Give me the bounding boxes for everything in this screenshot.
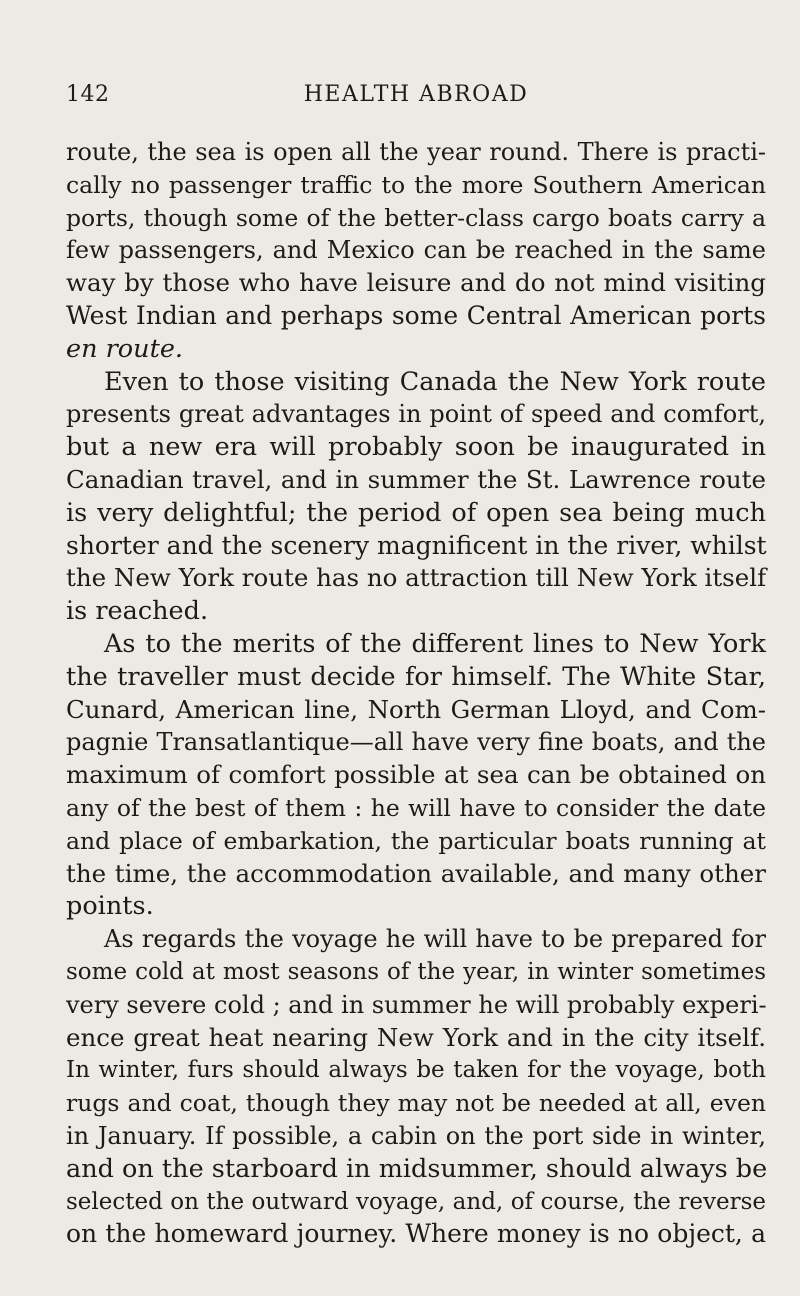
text-line: the New York route has no attraction till New York itself [66,563,767,593]
text-line: the time, the accommodation available, and many other [66,858,766,888]
text-line: presents great advantages in point of speed and comfort, [66,400,766,429]
text-line: is reached. [66,596,209,627]
text-line: few passengers, and Mexico can be reached in the same [66,236,766,265]
text-line: way by those who have leisure and do not mind visiting [66,268,766,298]
text-line: any of the best of them : he will have to consider the date [66,793,766,822]
text-line: cally no passenger traffic to the more Southern American [66,170,766,199]
text-line: very severe cold ; and in summer he will probably experi- [66,990,767,1019]
text-line: points. [66,891,154,922]
text-line: on the homeward journey. Where money is no object, a [66,1219,766,1249]
text-line: shorter and the scenery magnificent in the river, whilst [66,530,767,560]
page-number: 142 [66,82,110,107]
text-line: As regards the voyage he will have to be prepared for [104,925,766,954]
text-line: rugs and coat, though they may not be needed at all, even [66,1089,766,1118]
text-line: Canadian travel, and in summer the St. Lawrence route [66,464,766,494]
text-line: is very delightful; the period of open sea being much [66,497,766,528]
text-line: but a new era will probably soon be inaugurated in [66,432,766,463]
text-line: Even to those visiting Canada the New York route [104,366,766,397]
text-line: selected on the outward voyage, and, of course, the reverse [66,1188,766,1215]
text-line: ence great heat nearing New York and in the city itself. [66,1022,766,1052]
running-head: HEALTH ABROAD [303,82,529,107]
text-line: As to the merits of the different lines to New York [104,628,766,659]
text-line: pagnie Transatlantique—all have very fine boats, and the [66,728,766,757]
body-text [66,136,766,1251]
page-header [66,82,766,122]
text-line: en route. [66,333,184,364]
text-line: In winter, furs should always be taken for the voyage, both [66,1057,766,1084]
text-line: and place of embarkation, the particular boats running at [66,826,766,855]
text-line: ports, though some of the better-class cargo boats carry a [66,203,766,232]
text-line: some cold at most seasons of the year, in winter sometimes [66,958,766,985]
text-line: in January. If possible, a cabin on the port side in winter, [66,1121,766,1150]
text-line: route, the sea is open all the year round. There is practi- [66,138,766,166]
text-line: maximum of comfort possible at sea can be obtained on [66,760,766,790]
text-line: the traveller must decide for himself. The White Star, [66,661,766,692]
text-line: West Indian and perhaps some Central American ports [66,300,766,330]
text-line: and on the starboard in midsummer, should always be [66,1153,768,1184]
text-line: Cunard, American line, North German Lloyd, and Com- [66,694,766,724]
